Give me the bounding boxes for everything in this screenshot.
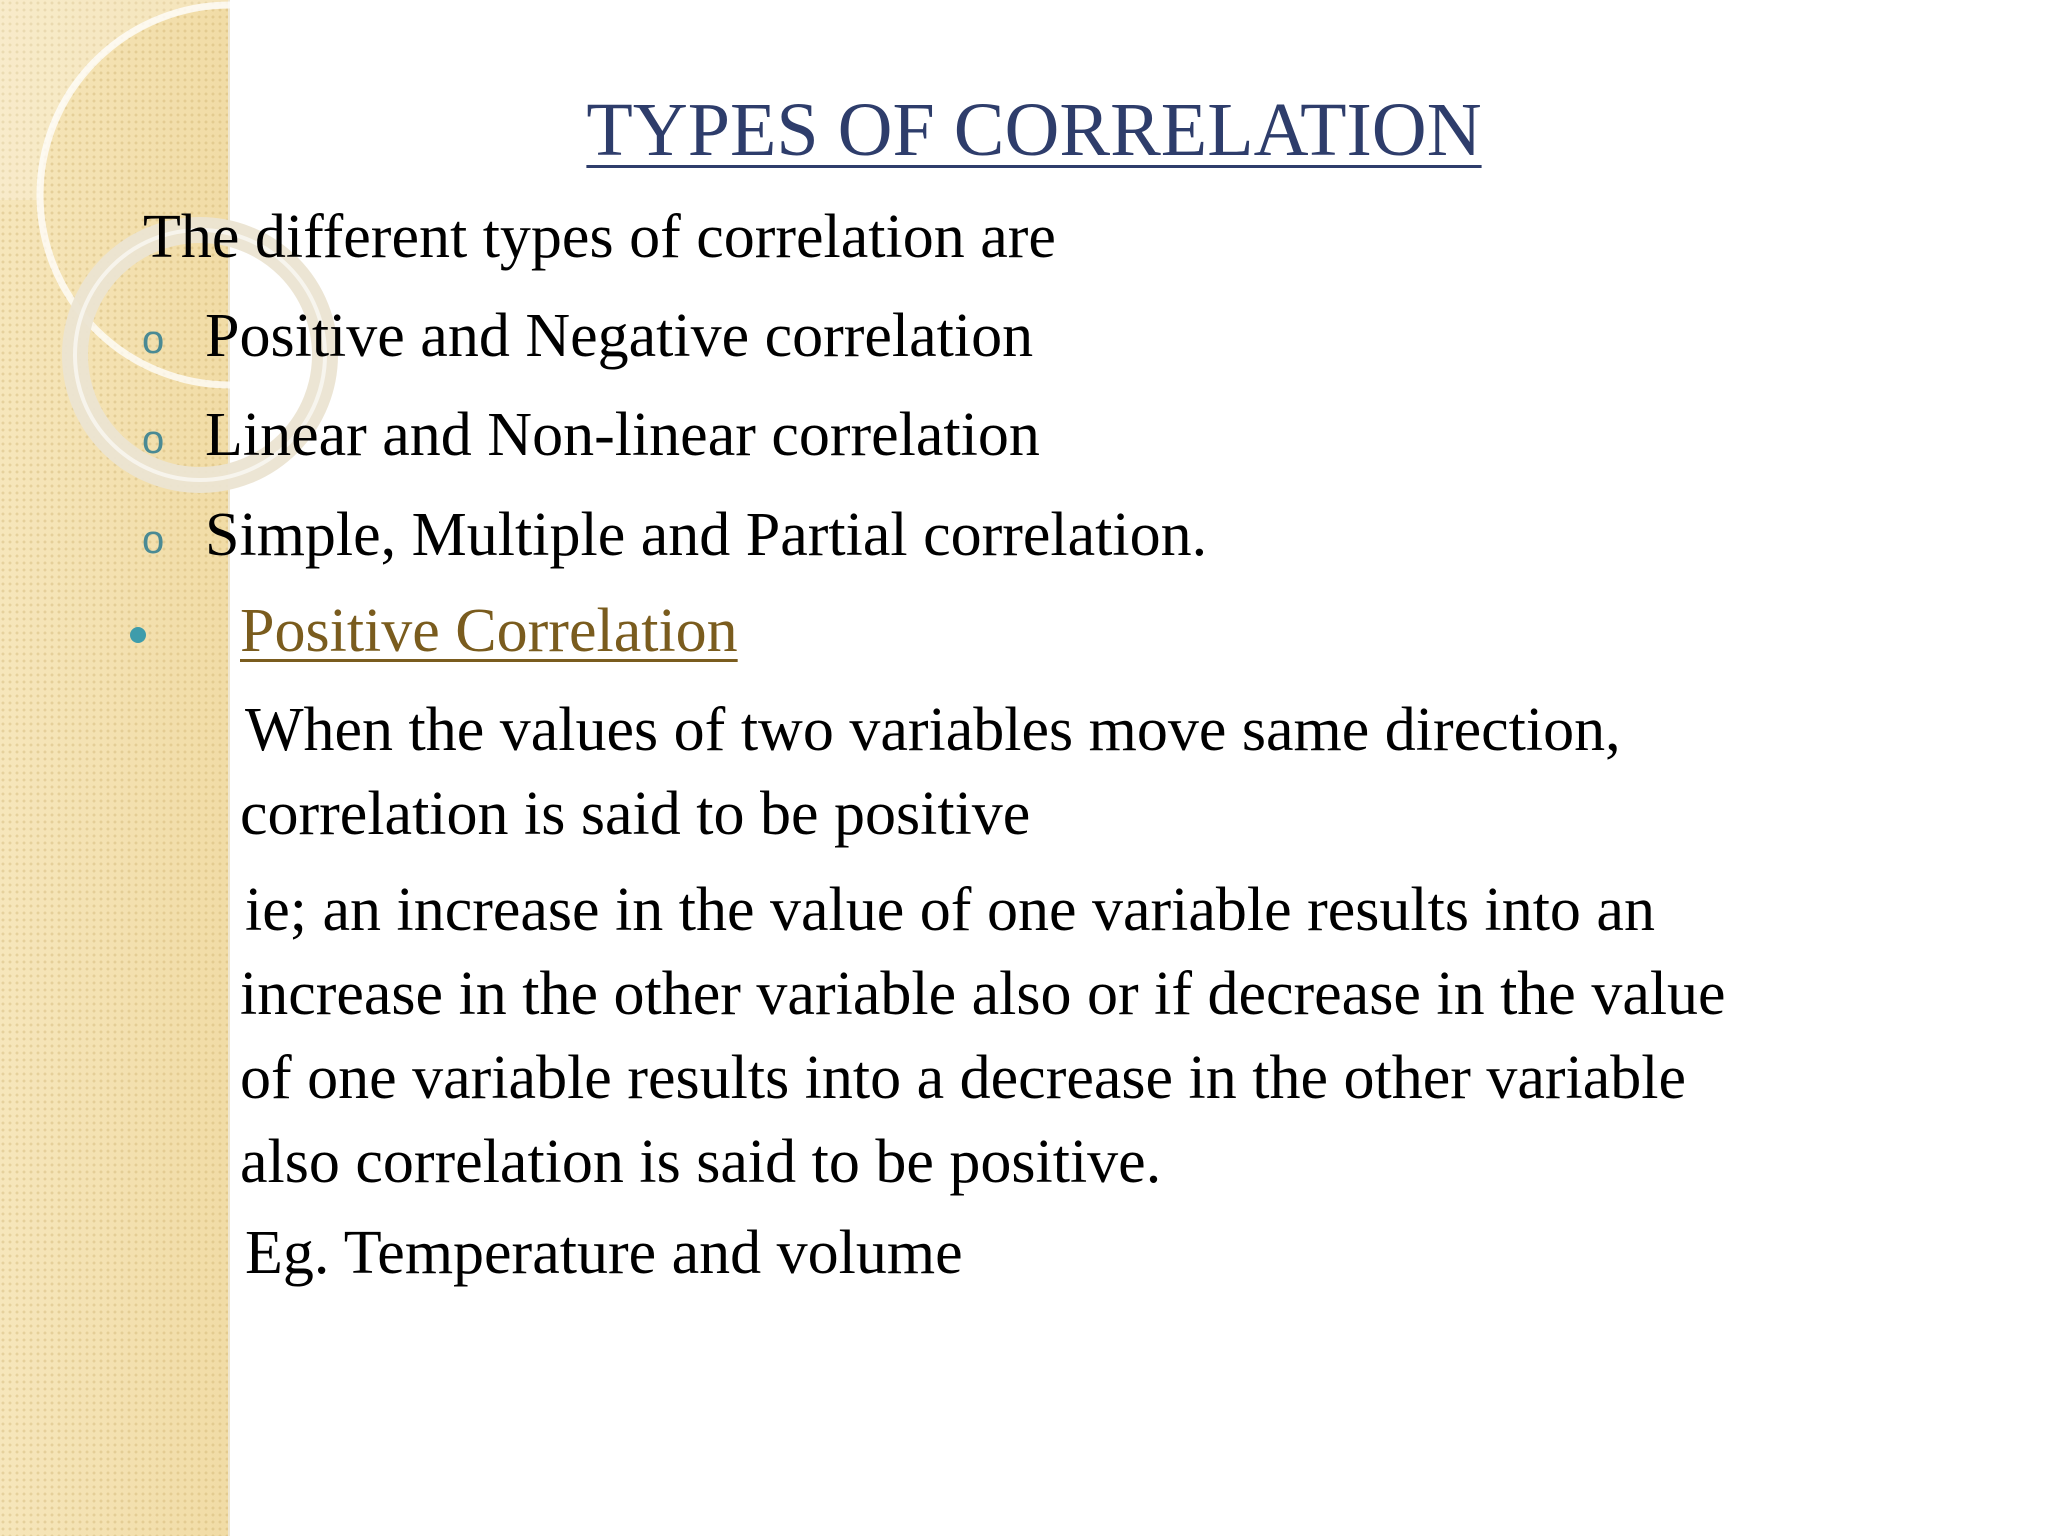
example-text: Eg. Temperature and volume xyxy=(245,1219,963,1287)
type-item-1: Positive and Negative correlation xyxy=(205,302,1034,370)
type-item-3: Simple, Multiple and Partial correlation. xyxy=(205,501,1208,569)
definition-paragraph xyxy=(240,688,1621,856)
explanation-line: ie; an increase in the value of one variable results into an xyxy=(245,876,1655,944)
slide-title: TYPES OF CORRELATION xyxy=(586,88,1482,172)
explanation-line: increase in the other variable also or if decrease in the value xyxy=(240,960,1726,1028)
explanation-line: also correlation is said to be positive. xyxy=(240,1128,1162,1196)
definition-line: correlation is said to be positive xyxy=(240,780,1031,848)
hollow-circle-bullet-icon: o xyxy=(142,318,165,362)
explanation-paragraph xyxy=(240,868,1726,1204)
explanation-line: of one variable results into a decrease in the other variable xyxy=(240,1044,1687,1112)
type-item-2: Linear and Non-linear correlation xyxy=(205,401,1040,469)
hollow-circle-bullet-icon: o xyxy=(142,418,165,462)
hollow-circle-bullet-icon: o xyxy=(142,518,165,562)
section-heading-positive-correlation: Positive Correlation xyxy=(240,597,738,665)
intro-text: The different types of correlation are xyxy=(143,203,1056,271)
filled-bullet-icon xyxy=(130,627,146,643)
definition-line: When the values of two variables move same direction, xyxy=(245,696,1621,764)
